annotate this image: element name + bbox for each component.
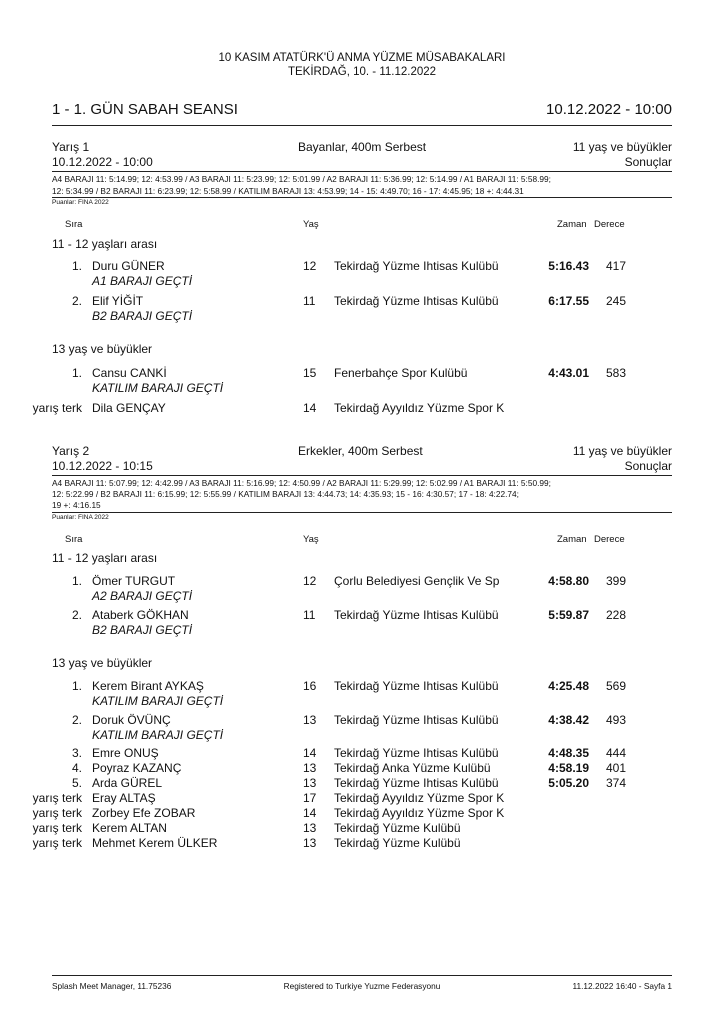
club-name: Tekirdağ Yüzme Ihtisas Kulübü <box>334 713 499 727</box>
club-name: Tekirdağ Yüzme Ihtisas Kulübü <box>334 294 499 308</box>
qualifying-limits: A4 BARAJI 11: 5:14.99; 12: 4:53.99 / A3 BARAJI 11: 5:23.99; 12: 5:01.99 / A2 BARAJI 11: 5:36.99; 12: 5:14.99 / A1 BARAJI 11: 5:58.99; <box>52 174 551 184</box>
club-name: Tekirdağ Yüzme Ihtisas Kulübü <box>334 679 499 693</box>
fina-points: 583 <box>606 366 627 380</box>
qualifying-limits: A4 BARAJI 11: 5:07.99; 12: 4:42.99 / A3 BARAJI 11: 5:16.99; 12: 4:50.99 / A2 BARAJI 11: 5:29.99; 12: 5:02.99 / A1 BARAJI 11: 5:50.99; <box>52 478 551 488</box>
club-name: Tekirdağ Yüzme Ihtisas Kulübü <box>334 776 499 790</box>
swimmer-age: 13 <box>303 821 317 835</box>
qualification-note: KATILIM BARAJI GEÇTİ <box>92 381 224 395</box>
column-age: Yaş <box>303 219 319 230</box>
fina-points: 374 <box>606 776 627 790</box>
swimmer-age: 14 <box>303 746 317 760</box>
club-name: Tekirdağ Ayyıldız Yüzme Spor K <box>334 791 505 805</box>
points-note: Puanlar: FINA 2022 <box>52 514 109 521</box>
result-rank: 1. <box>71 574 82 588</box>
result-rank: 2. <box>71 608 82 622</box>
swimmer-age: 12 <box>303 574 317 588</box>
qualifying-limits: 12: 5:34.99 / B2 BARAJI 11: 6:23.99; 12: 5:58.99 / KATILIM BARAJI 13: 4:53.99; 14 - 15: 4:49.70; 16 - 17: 4:45.95; 18 +: 4:44.31 <box>52 186 524 196</box>
qualifying-limits: 12: 5:22.99 / B2 BARAJI 11: 6:15.99; 12: 5:55.99 / KATILIM BARAJI 13: 4:44.73; 14: 4:35.93; 15 - 16: 4:30.57; 17 - 18: 4:22.74; <box>52 489 519 499</box>
swim-time: 4:58.80 <box>548 574 589 588</box>
result-rank: yarış terk <box>32 836 82 850</box>
swimmer-name: Mehmet Kerem ÜLKER <box>92 836 218 850</box>
limits-divider <box>52 197 672 198</box>
result-rank: yarış terk <box>32 401 82 415</box>
column-rank: Sıra <box>65 219 83 230</box>
fina-points: 401 <box>606 761 627 775</box>
meet-title: 10 KASIM ATATÜRK'Ü ANMA YÜZME MÜSABAKALARI <box>218 52 506 64</box>
swimmer-name: Doruk ÖVÜNÇ <box>92 713 171 727</box>
fina-points: 569 <box>606 679 627 693</box>
qualifying-limits: 19 +: 4:16.15 <box>52 500 101 510</box>
result-rank: 3. <box>71 746 82 760</box>
column-age: Yaş <box>303 534 319 545</box>
event-title: Yarış 1 <box>52 140 90 154</box>
swimmer-age: 17 <box>303 791 317 805</box>
column-points: Derece <box>594 534 625 545</box>
column-time: Zaman <box>557 219 587 230</box>
swimmer-name: Elif YİĞİT <box>92 294 144 308</box>
swim-time: 4:38.42 <box>548 713 589 727</box>
club-name: Tekirdağ Yüzme Ihtisas Kulübü <box>334 746 499 760</box>
column-points: Derece <box>594 219 625 230</box>
swimmer-name: Ömer TURGUT <box>92 574 176 588</box>
event-divider <box>52 171 672 172</box>
result-rank: yarış terk <box>32 821 82 835</box>
event-status: Sonuçlar <box>624 459 672 473</box>
swimmer-age: 11 <box>303 608 316 622</box>
event-description: Erkekler, 400m Serbest <box>298 444 423 458</box>
swimmer-age: 16 <box>303 679 317 693</box>
swim-time: 4:25.48 <box>548 679 589 693</box>
swimmer-name: Emre ONUŞ <box>92 746 159 760</box>
event-title: Yarış 2 <box>52 444 90 458</box>
swimmer-name: Dila GENÇAY <box>92 401 166 415</box>
swim-time: 5:16.43 <box>548 259 589 273</box>
result-rank: 1. <box>71 366 82 380</box>
swimmer-age: 11 <box>303 294 316 308</box>
result-rank: 2. <box>71 294 82 308</box>
age-group-label: 13 yaş ve büyükler <box>52 656 153 670</box>
club-name: Tekirdağ Yüzme Kulübü <box>334 836 461 850</box>
club-name: Tekirdağ Yüzme Ihtisas Kulübü <box>334 608 499 622</box>
swimmer-name: Arda GÜREL <box>92 776 163 790</box>
swim-time: 5:59.87 <box>548 608 589 622</box>
result-rank: 5. <box>71 776 82 790</box>
event-datetime: 10.12.2022 - 10:00 <box>52 155 153 169</box>
result-rank: 1. <box>71 679 82 693</box>
club-name: Fenerbahçe Spor Kulübü <box>334 366 468 380</box>
swimmer-name: Cansu CANKİ <box>92 366 167 380</box>
fina-points: 444 <box>606 746 627 760</box>
club-name: Tekirdağ Yüzme Kulübü <box>334 821 461 835</box>
swimmer-name: Poyraz KAZANÇ <box>92 761 182 775</box>
age-group-label: 13 yaş ve büyükler <box>52 342 153 356</box>
swimmer-age: 13 <box>303 713 317 727</box>
swimmer-age: 12 <box>303 259 317 273</box>
swimmer-name: Ataberk GÖKHAN <box>92 608 189 622</box>
result-rank: yarış terk <box>32 806 82 820</box>
club-name: Tekirdağ Ayyıldız Yüzme Spor K <box>334 806 505 820</box>
club-name: Tekirdağ Anka Yüzme Kulübü <box>334 761 491 775</box>
qualification-note: KATILIM BARAJI GEÇTİ <box>92 694 224 708</box>
limits-divider <box>52 512 672 513</box>
fina-points: 417 <box>606 259 627 273</box>
swimmer-name: Kerem Birant AYKAŞ <box>92 679 204 693</box>
swim-time: 4:43.01 <box>548 366 589 380</box>
column-rank: Sıra <box>65 534 83 545</box>
swimmer-age: 13 <box>303 776 317 790</box>
swimmer-age: 14 <box>303 806 317 820</box>
age-group-label: 11 - 12 yaşları arası <box>52 551 158 565</box>
event-category: 11 yaş ve büyükler <box>572 444 672 458</box>
footer-software: Splash Meet Manager, 11.75236 <box>52 981 172 991</box>
swimmer-age: 13 <box>303 836 317 850</box>
swimmer-name: Kerem ALTAN <box>92 821 167 835</box>
age-group-label: 11 - 12 yaşları arası <box>52 237 158 251</box>
swim-time: 4:58.19 <box>548 761 589 775</box>
swimmer-age: 15 <box>303 366 317 380</box>
qualification-note: B2 BARAJI GEÇTİ <box>92 309 193 323</box>
event-divider <box>52 475 672 476</box>
swimmer-name: Eray ALTAŞ <box>92 791 156 805</box>
event-category: 11 yaş ve büyükler <box>572 140 672 154</box>
qualification-note: A2 BARAJI GEÇTİ <box>92 589 193 603</box>
fina-points: 493 <box>606 713 627 727</box>
session-divider <box>52 125 672 126</box>
fina-points: 245 <box>606 294 627 308</box>
points-note: Puanlar: FINA 2022 <box>52 199 109 206</box>
swimmer-age: 13 <box>303 761 317 775</box>
club-name: Tekirdağ Yüzme Ihtisas Kulübü <box>334 259 499 273</box>
session-name: 1 - 1. GÜN SABAH SEANSI <box>52 101 238 118</box>
meet-location: TEKİRDAĞ, 10. - 11.12.2022 <box>287 66 437 78</box>
footer-print-info: 11.12.2022 16:40 - Sayfa 1 <box>572 981 672 991</box>
qualification-note: A1 BARAJI GEÇTİ <box>92 274 193 288</box>
session-datetime: 10.12.2022 - 10:00 <box>546 101 672 118</box>
fina-points: 399 <box>606 574 627 588</box>
swim-time: 4:48.35 <box>548 746 589 760</box>
result-rank: 2. <box>71 713 82 727</box>
column-time: Zaman <box>557 534 587 545</box>
result-rank: 1. <box>71 259 82 273</box>
club-name: Tekirdağ Ayyıldız Yüzme Spor K <box>334 401 505 415</box>
swim-time: 5:05.20 <box>548 776 589 790</box>
swim-time: 6:17.55 <box>548 294 589 308</box>
event-status: Sonuçlar <box>624 155 672 169</box>
club-name: Çorlu Belediyesi Gençlik Ve Sp <box>334 574 500 588</box>
result-rank: yarış terk <box>32 791 82 805</box>
fina-points: 228 <box>606 608 627 622</box>
swimmer-name: Zorbey Efe ZOBAR <box>92 806 196 820</box>
footer-divider <box>52 975 672 976</box>
result-rank: 4. <box>71 761 82 775</box>
swimmer-age: 14 <box>303 401 317 415</box>
qualification-note: KATILIM BARAJI GEÇTİ <box>92 728 224 742</box>
swimmer-name: Duru GÜNER <box>92 259 165 273</box>
event-description: Bayanlar, 400m Serbest <box>298 140 427 154</box>
event-datetime: 10.12.2022 - 10:15 <box>52 459 153 473</box>
footer-registration: Registered to Turkiye Yuzme Federasyonu <box>283 981 441 991</box>
qualification-note: B2 BARAJI GEÇTİ <box>92 623 193 637</box>
